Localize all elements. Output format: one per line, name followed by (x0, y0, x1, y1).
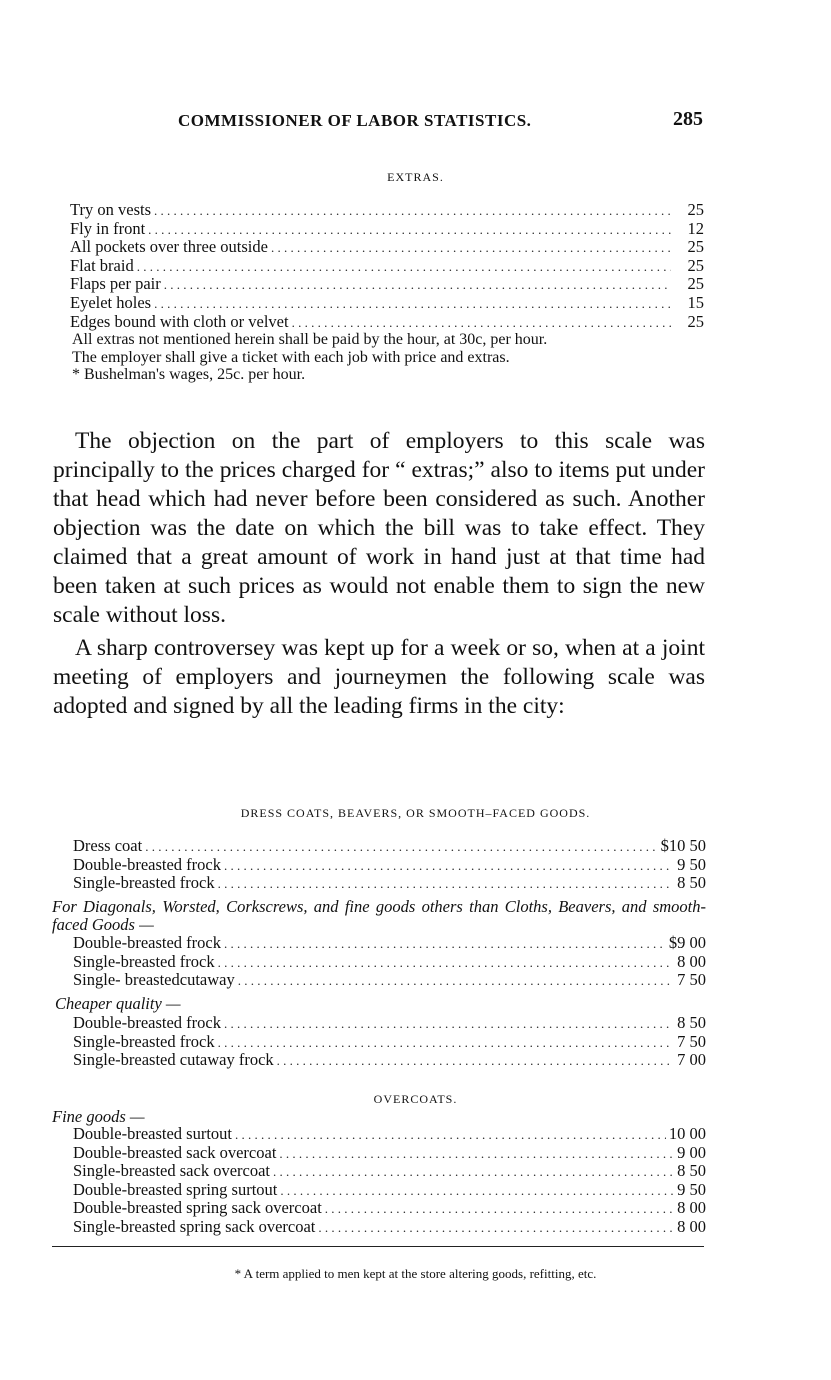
item-label: Flaps per pair (70, 274, 161, 294)
item-label: Single-breasted frock (73, 1031, 215, 1051)
dot-leader (148, 221, 671, 239)
dot-leader (164, 276, 671, 294)
running-head-title: COMMISSIONER OF LABOR STATISTICS. (178, 111, 532, 130)
table-row (73, 1033, 706, 1052)
item-price: 8 50 (677, 873, 706, 893)
note-ticket: The employer shall give a ticket with each job with price and extras. (72, 348, 510, 366)
dot-leader (325, 1200, 673, 1218)
table-row (70, 313, 704, 332)
item-price: 8 00 (677, 951, 706, 971)
table-row (73, 837, 706, 856)
dot-leader (145, 838, 657, 856)
table-row (70, 294, 704, 313)
item-price: $9 00 (668, 933, 706, 952)
item-label: Double-breasted spring sack overcoat (73, 1198, 322, 1218)
cheaper-subhead-text: Cheaper quality — (55, 994, 181, 1013)
table-row (73, 856, 706, 875)
table-row (73, 874, 706, 893)
item-label: All pockets over three outside (70, 237, 268, 257)
item-price: 9 00 (677, 1142, 706, 1162)
dot-leader (218, 1034, 673, 1052)
overcoats-heading: OVERCOATS. (373, 1092, 458, 1106)
note-hourly: All extras not mentioned herein shall be paid by the hour, at 30c, per hour. (72, 331, 548, 348)
item-label: Try on vests (70, 200, 151, 219)
page-number: 285 (673, 108, 703, 130)
item-price: 25 (687, 200, 704, 219)
item-label: Double-breasted frock (73, 933, 221, 952)
item-label: Dress coat (73, 836, 143, 855)
cheaper-table (73, 1014, 706, 1070)
item-price: 10 00 (668, 1124, 706, 1143)
table-row (73, 971, 706, 990)
cheaper-subhead (55, 995, 181, 1013)
item-price: 25 (687, 237, 704, 257)
fine-goods-subhead (52, 1108, 145, 1126)
table-row (73, 1014, 706, 1033)
item-label: Single-breasted frock (73, 873, 215, 893)
paragraph-controversy: A sharp controversey was kept up for a week or so, when at a joint meeting of employers and journeymen the following scale was adopted and signed by all the leading firms in the city: (53, 635, 705, 719)
dot-leader (154, 202, 671, 220)
item-label: Eyelet holes (70, 292, 152, 312)
table-row (70, 220, 704, 239)
running-head (178, 108, 703, 136)
table-row (73, 1125, 706, 1144)
dress-coats-table (73, 837, 706, 893)
dot-leader (273, 1163, 673, 1181)
table-row (73, 934, 706, 953)
item-price: 7 50 (677, 970, 706, 990)
item-price: 7 50 (677, 1031, 706, 1051)
item-price: 8 50 (677, 1013, 706, 1032)
item-price: 15 (687, 292, 704, 312)
body-text (53, 427, 705, 721)
item-label: Double-breasted frock (73, 854, 221, 874)
item-label: Single- breastedcutaway (73, 970, 235, 990)
item-label: Flat braid (70, 255, 134, 275)
item-label: Single-breasted frock (73, 951, 215, 971)
dot-leader (271, 239, 671, 257)
dot-leader (318, 1219, 673, 1237)
item-price: 8 50 (677, 1161, 706, 1181)
table-row (70, 275, 704, 294)
item-label: Double-breasted frock (73, 1013, 221, 1032)
table-row (73, 1144, 706, 1163)
item-label: Single-breasted spring sack overcoat (73, 1216, 316, 1236)
item-price: 12 (687, 218, 704, 238)
dot-leader (224, 857, 673, 875)
item-price: 9 50 (677, 854, 706, 874)
dot-leader (292, 314, 671, 332)
table-row (73, 1162, 706, 1181)
table-row (70, 238, 704, 257)
item-price: 8 00 (677, 1198, 706, 1218)
dot-leader (218, 875, 673, 893)
diagonals-subhead-text: For Diagonals, Worsted, Corkscrews, and fine goods others than Cloths, Beavers, and smooth-faced Goods — (52, 897, 706, 934)
item-price: 8 00 (677, 1216, 706, 1236)
item-price: 25 (687, 311, 704, 331)
footnote: * A term applied to men kept at the store altering goods, refitting, etc. (234, 1266, 597, 1281)
item-label: Edges bound with cloth or velvet (70, 311, 289, 331)
footnote-rule (52, 1246, 704, 1247)
item-label: Double-breasted surtout (73, 1124, 232, 1143)
diagonals-table (73, 934, 706, 990)
dot-leader (277, 1052, 673, 1070)
table-row (70, 201, 704, 220)
item-price: 7 00 (677, 1050, 706, 1070)
table-row (73, 1181, 706, 1200)
item-price: $10 50 (660, 836, 706, 855)
dot-leader (238, 972, 673, 990)
dot-leader (279, 1145, 673, 1163)
dot-leader (280, 1182, 673, 1200)
dot-leader (224, 1015, 673, 1033)
item-label: Single-breasted sack overcoat (73, 1161, 271, 1181)
dot-leader (224, 935, 666, 953)
dot-leader (137, 258, 671, 276)
table-row (73, 1218, 706, 1237)
item-label: Single-breasted cutaway frock (73, 1050, 274, 1070)
fine-goods-subhead-text: Fine goods — (52, 1107, 145, 1126)
item-price: 25 (687, 274, 704, 294)
item-label: Fly in front (70, 218, 146, 238)
extras-notes (72, 331, 704, 384)
extras-heading: EXTRAS. (387, 170, 444, 184)
dot-leader (154, 295, 671, 313)
dot-leader (218, 954, 673, 972)
note-bushelman: * Bushelman's wages, 25c. per hour. (72, 366, 306, 383)
dress-coats-heading: DRESS COATS, BEAVERS, OR SMOOTH–FACED GOODS. (240, 806, 591, 820)
overcoats-table (73, 1125, 706, 1237)
item-label: Double-breasted sack overcoat (73, 1142, 277, 1162)
extras-table (70, 201, 704, 331)
dot-leader (235, 1126, 666, 1144)
table-row (70, 257, 704, 276)
table-row (73, 1199, 706, 1218)
item-price: 9 50 (677, 1179, 706, 1199)
table-row (73, 953, 706, 972)
paragraph-objection: The objection on the part of employers to this scale was principally to the prices charged for “ extras;” also to items put under that head which had never before been considered as such. Another objection was the date on which the bill was to take effect. They claimed that a great amount of work in hand just at that time had been taken at such prices as would not enable them to sign the new scale without loss. (53, 428, 705, 628)
item-label: Double-breasted spring surtout (73, 1179, 278, 1199)
item-price: 25 (687, 255, 704, 275)
table-row (73, 1051, 706, 1070)
diagonals-subhead (52, 898, 706, 933)
